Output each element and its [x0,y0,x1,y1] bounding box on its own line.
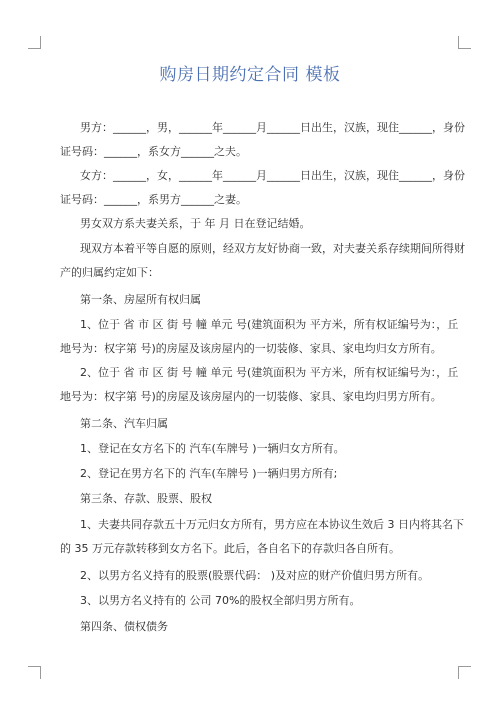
paragraph-line: 证号码：______，系男方______之妻。 [60,193,247,206]
paragraph-line: 证号码：______，系女方______之夫。 [60,145,247,158]
paragraph-line: 地号为：权字第 号)的房屋及该房屋内的一切装修、家具、家电均归男方所有。 [60,390,442,403]
paragraph-line: 男方：______，男，______年______月______日出生，汉族，现住______，身份 [80,121,465,134]
section-heading: 第二条、汽车归属 [80,417,168,430]
paragraph-line: 产的归属约定如下： [60,266,159,279]
paragraph-line: 地号为：权字第 号)的房屋及该房屋内的一切装修、家具、家电均归女方所有。 [60,342,442,355]
section-heading: 第三条、存款、股票、股权 [80,492,212,505]
paragraph-line: 1、登记在女方名下的 汽车(车牌号 )一辆归女方所有。 [80,442,345,455]
paragraph-line: 2、位于 省 市 区 街 号 幢 单元 号(建筑面积为 平方米，所有权证编号为：，丘 [80,366,459,379]
paragraph-line: 2、以男方名义持有的股票(股票代码： )及对应的财产价值归男方所有。 [80,569,430,582]
page-title: 购房日期约定合同 模板 [159,65,341,85]
paragraph-line: 2、登记在男方名下的 汽车(车牌号 )一辆归男方所有; [80,467,338,480]
section-heading: 第四条、债权债务 [80,620,168,633]
paragraph-line: 1、位于 省 市 区 街 号 幢 单元 号(建筑面积为 平方米，所有权证编号为：，丘 [80,318,459,331]
paragraph-line: 3、以男方名义持有的 公司 70%的股权全部归男方所有。 [80,594,361,607]
corner-mark-top-right [458,36,471,49]
paragraph-line: 男女双方系夫妻关系，于 年 月 日在登记结婚。 [80,217,311,230]
paragraph-line: 现双方本着平等自愿的原则，经双方友好协商一致，对夫妻关系存续期间所得财 [80,242,465,255]
corner-mark-bottom-left [28,666,41,679]
paragraph-line: 1、夫妻共同存款五十万元归女方所有，男方应在本协议生效后 3 日内将其名下 [80,518,464,531]
paragraph-line: 女方：______，女，______年______月______日出生，汉族，现住______，身份 [80,169,465,182]
corner-mark-top-left [28,36,41,49]
section-heading: 第一条、房屋所有权归属 [80,293,201,306]
paragraph-line: 的 35 万元存款转移到女方名下。此后，各自名下的存款归各自所有。 [60,542,400,555]
corner-mark-bottom-right [458,666,471,679]
